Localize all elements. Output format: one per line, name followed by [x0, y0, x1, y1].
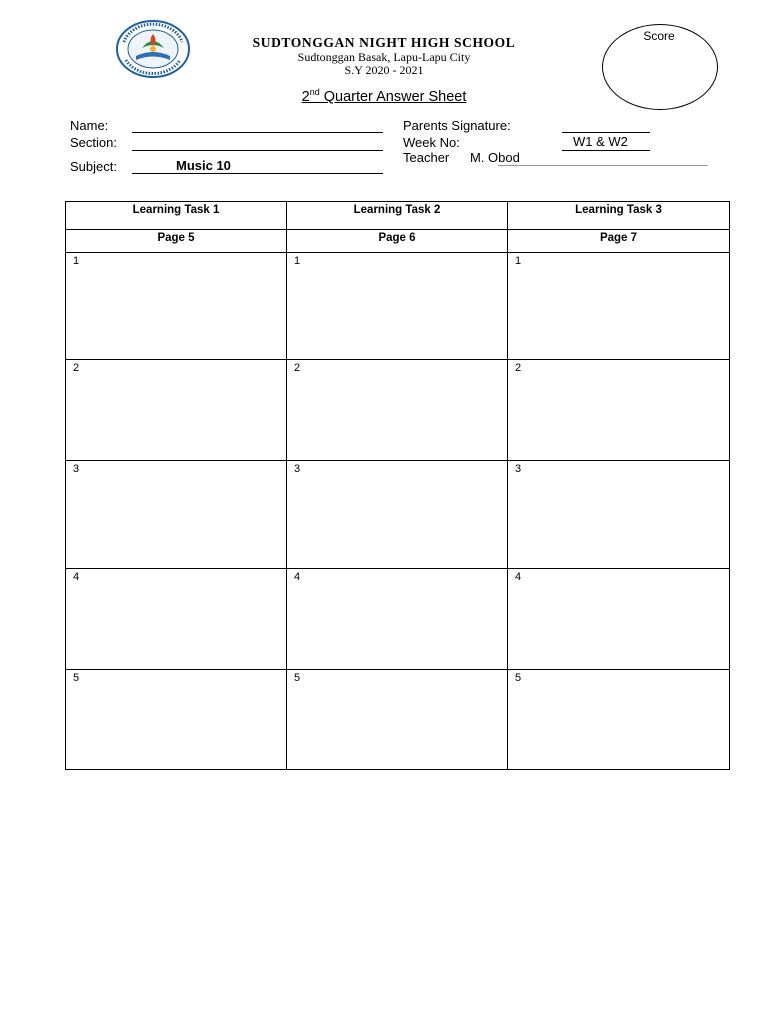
answer-cell[interactable]: [287, 253, 508, 360]
page-header-3: Page 7: [508, 230, 730, 253]
school-year: S.Y 2020 - 2021: [344, 63, 424, 77]
answer-table: [65, 201, 730, 770]
subject-field[interactable]: [132, 158, 383, 174]
task-header-3: Learning Task 3: [508, 202, 730, 230]
sheet-title: 2nd Quarter Answer Sheet: [301, 87, 467, 105]
item-number: 3: [73, 463, 80, 475]
page-header-1: Page 5: [66, 230, 287, 253]
answer-cell[interactable]: [287, 461, 508, 569]
week-field[interactable]: [562, 134, 650, 151]
score-label: Score: [643, 29, 675, 43]
answer-cell[interactable]: [66, 670, 287, 770]
answer-row: [66, 360, 730, 461]
answer-row: [66, 569, 730, 670]
answer-row: [66, 670, 730, 770]
teacher-label: Teacher: [403, 150, 450, 165]
task-header-1: Learning Task 1: [66, 202, 287, 230]
section-field[interactable]: [132, 150, 383, 151]
item-number: 3: [515, 463, 522, 475]
school-address: Sudtonggan Basak, Lapu-Lapu City: [297, 50, 471, 64]
item-number: 5: [73, 672, 80, 684]
answer-cell[interactable]: [66, 360, 287, 461]
section-label: Section:: [70, 135, 117, 150]
task-header-row: [66, 202, 730, 230]
item-number: 2: [73, 362, 80, 374]
answer-cell[interactable]: [508, 253, 730, 360]
item-number: 1: [515, 255, 522, 267]
page-header-2: Page 6: [287, 230, 508, 253]
item-number: 2: [294, 362, 301, 374]
teacher-value: M. Obod: [470, 150, 520, 165]
page-header-row: [66, 230, 730, 253]
item-number: 1: [294, 255, 301, 267]
item-number: 1: [73, 255, 80, 267]
item-number: 4: [73, 571, 80, 583]
answer-row: [66, 253, 730, 360]
answer-cell[interactable]: [508, 670, 730, 770]
parents-signature-field[interactable]: [562, 132, 650, 133]
answer-cell[interactable]: [66, 569, 287, 670]
parents-signature-label: Parents Signature:: [403, 118, 511, 133]
answer-row: [66, 461, 730, 569]
school-name: SUDTONGGAN NIGHT HIGH SCHOOL: [252, 35, 516, 50]
week-value: W1 & W2: [573, 134, 628, 149]
task-header-2: Learning Task 2: [287, 202, 508, 230]
answer-cell[interactable]: [287, 670, 508, 770]
name-label: Name:: [70, 118, 109, 133]
item-number: 4: [294, 571, 301, 583]
subject-value: Music 10: [176, 158, 231, 173]
item-number: 5: [515, 672, 522, 684]
answer-cell[interactable]: [66, 461, 287, 569]
teacher-field[interactable]: [498, 165, 708, 166]
answer-cell[interactable]: [508, 461, 730, 569]
item-number: 5: [294, 672, 301, 684]
answer-cell[interactable]: [508, 569, 730, 670]
item-number: 4: [515, 571, 522, 583]
subject-label: Subject:: [70, 159, 117, 174]
name-field[interactable]: [132, 132, 383, 133]
item-number: 2: [515, 362, 522, 374]
item-number: 3: [294, 463, 301, 475]
answer-cell[interactable]: [508, 360, 730, 461]
answer-cell[interactable]: [66, 253, 287, 360]
week-label: Week No:: [403, 135, 460, 150]
answer-cell[interactable]: [287, 360, 508, 461]
answer-cell[interactable]: [287, 569, 508, 670]
